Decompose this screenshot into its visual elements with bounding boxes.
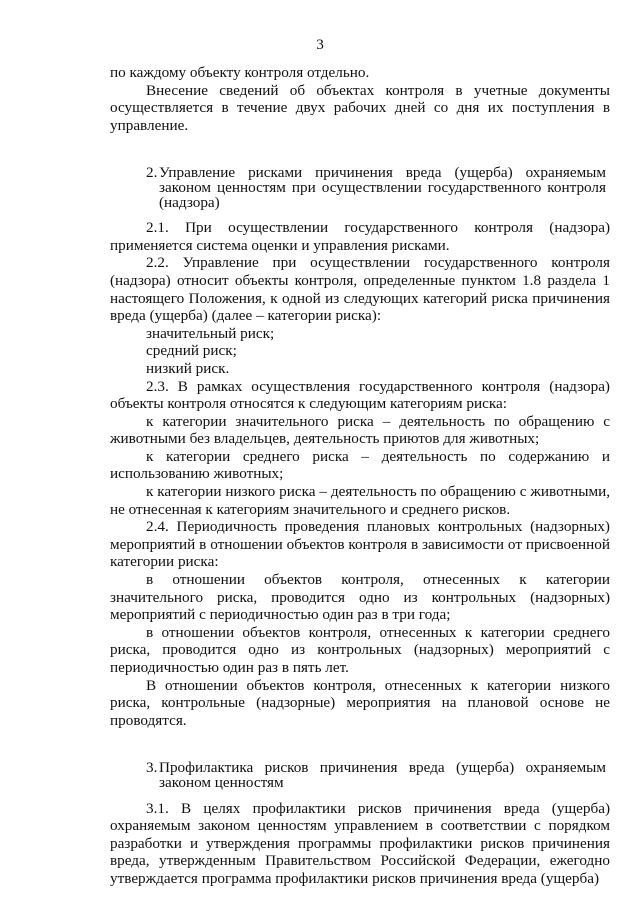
paragraph: по каждому объекту контроля отдельно. [110,64,370,81]
list-item: значительный риск; [146,324,275,342]
list-item: средний риск; [146,342,237,360]
section-heading-2 [110,166,610,210]
paragraph: в отношении объектов контроля, отнесенных к категории значительного риска, проводится одно из контрольных (надзорных) мероприятий с периодичностью один раз в три года; [110,571,610,624]
section-heading-3 [110,761,610,790]
paragraph: Внесение сведений об объектах контроля в учетные документы осуществляется в течение двух рабочих дней со дня их поступления в управление. [110,81,610,134]
paragraph: 2.2. Управление при осуществлении государственного контроля (надзора) относит объекты контроля, определенные пунктом 1.8 раздела 1 настоящего Положения, к одной из следующих категорий риска причинения вреда (ущерба) (далее – категории риска): [110,254,610,325]
paragraph: 3.1. В целях профилактики рисков причинения вреда (ущерба) охраняемым законом ценностям управлением в соответствии с порядком разработки и утверждения программы профилактики рисков причинения вреда, утвержденным Правительством Российской Федерации, ежегодно утверждается программа профилактики рисков причинения вреда (ущерба) [110,799,610,887]
section-title: Профилактика рисков причинения вреда (ущерба) охраняемым законом ценностям [159,759,606,791]
page-number: 3 [316,36,324,53]
section-number: 3. [146,759,158,777]
document-body [110,64,610,888]
list-item: низкий риск. [146,359,230,377]
paragraph: к категории низкого риска – деятельность по обращению с животными, не отнесенная к категориям значительного и среднего рисков. [110,483,610,518]
paragraph: В отношении объектов контроля, отнесенных к категории низкого риска, контрольные (надзорные) мероприятия на плановой основе не проводятся. [110,676,610,729]
section-number: 2. [146,164,158,182]
paragraph: к категории среднего риска – деятельность по содержанию и использованию животных; [110,447,610,483]
paragraph: в отношении объектов контроля, отнесенных к категории среднего риска, проводится одно из контрольных (надзорных) мероприятий с периодичностью один раз в пять лет. [110,623,610,676]
paragraph: 2.4. Периодичность проведения плановых контрольных (надзорных) мероприятий в отношении объектов контроля в зависимости от присвоенной категории риска: [110,518,610,571]
section-title: Управление рисками причинения вреда (ущерба) охраняемым законом ценностям при осуществлении государственного контроля (надзора) [159,164,606,211]
paragraph: 2.1. При осуществлении государственного контроля (надзора) применяется система оценки и управления рисками. [110,219,610,254]
paragraph: 2.3. В рамках осуществления государственного контроля (надзора) объекты контроля относятся к следующим категориям риска: [110,377,610,413]
paragraph: к категории значительного риска – деятельность по обращению с животными без владельцев, деятельность приютов для животных; [110,412,610,448]
